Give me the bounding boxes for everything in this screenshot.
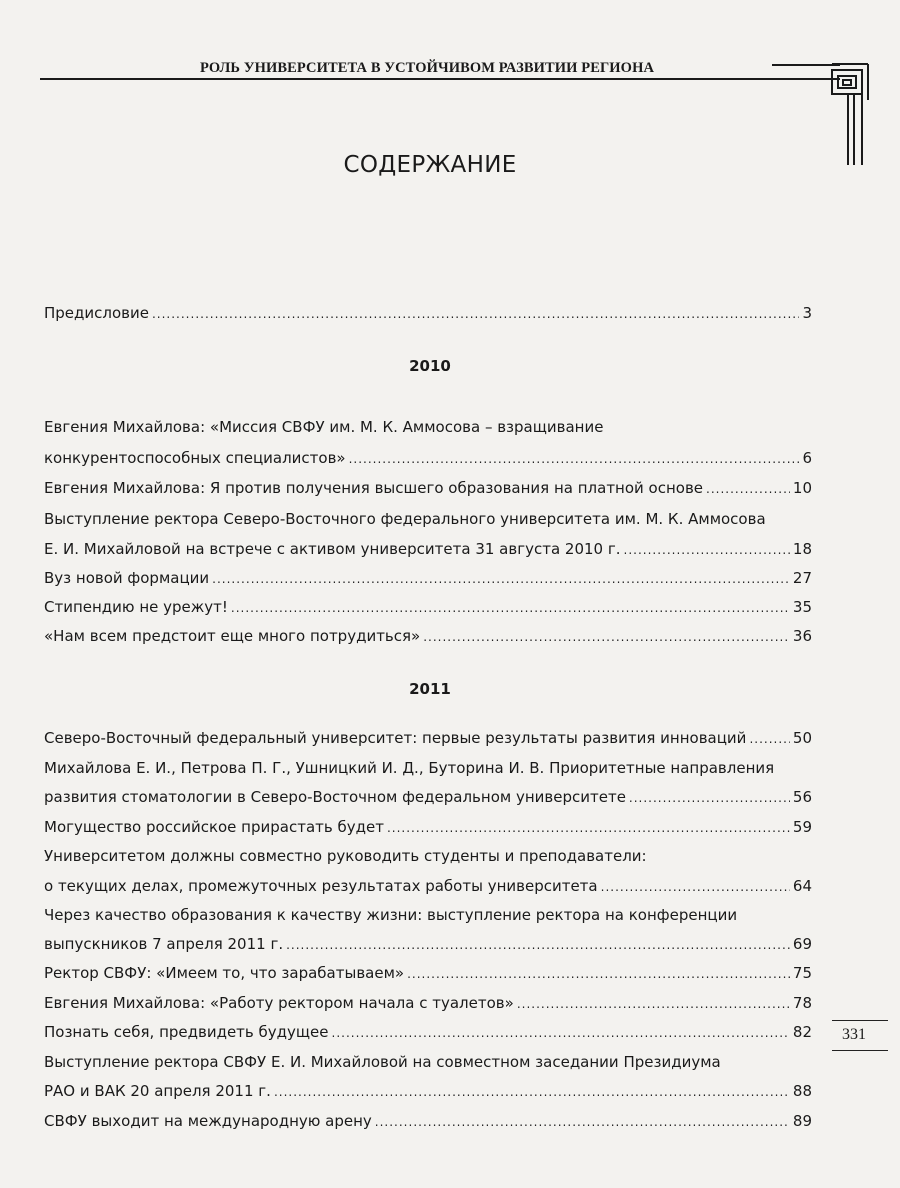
toc-entry-page: 89 (792, 1112, 812, 1130)
toc-entry (44, 1022, 812, 1043)
toc-entry (44, 568, 812, 589)
toc-title: СОДЕРЖАНИЕ (343, 152, 517, 178)
toc-entry-line: Выступление ректора СВФУ Е. И. Михайловой на совместном заседании Президиума (44, 1053, 721, 1071)
toc-entry-page: 88 (792, 1082, 812, 1100)
toc-entry (44, 597, 812, 618)
toc-entry-title: конкурентоспособных специалистов» (44, 449, 346, 467)
dot-leader (517, 994, 790, 1014)
toc-entry-page: 69 (792, 935, 812, 953)
dot-leader (375, 1112, 790, 1132)
toc-entry-page: 3 (802, 304, 812, 322)
toc-entry-title: Евгения Михайлова: «Работу ректором начала с туалетов» (44, 994, 514, 1012)
toc-entry (44, 817, 812, 838)
toc-entry-page: 35 (792, 598, 812, 616)
toc-entry-title: Предисловие (44, 304, 149, 322)
header-rule (40, 78, 840, 80)
toc-entry-title: развития стоматологии в Северо-Восточном федеральном университете (44, 788, 626, 806)
toc-entry-title: РАО и ВАК 20 апреля 2011 г. (44, 1082, 271, 1100)
toc-entry-line: Университетом должны совместно руководить студенты и преподаватели: (44, 847, 647, 865)
toc-entry-page: 18 (792, 540, 812, 558)
toc-entry (44, 728, 812, 749)
toc-entry (44, 1111, 812, 1132)
dot-leader (286, 935, 790, 955)
toc-entry-title: о текущих делах, промежуточных результатах работы университета (44, 877, 598, 895)
toc-entry-page: 56 (792, 788, 812, 806)
toc-entry-page: 6 (802, 449, 812, 467)
toc-entry-title: Познать себя, предвидеть будущее (44, 1023, 329, 1041)
toc-entry (44, 876, 812, 897)
toc-entry-title: Северо-Восточный федеральный университет: первые результаты развития инноваций (44, 729, 747, 747)
dot-leader (407, 964, 790, 984)
toc-entry-page: 82 (792, 1023, 812, 1041)
toc-entry (44, 448, 812, 469)
dot-leader (624, 540, 790, 560)
folio-rule-bottom (832, 1050, 888, 1051)
dot-leader (152, 304, 799, 324)
toc-entry (44, 478, 812, 499)
toc-entry (44, 993, 812, 1014)
dot-leader (349, 449, 800, 469)
toc-entry (44, 1081, 812, 1102)
toc-entry-title: Вуз новой формации (44, 569, 210, 587)
dot-leader (332, 1023, 790, 1043)
section-year-2011: 2011 (409, 680, 451, 698)
dot-leader (706, 479, 790, 499)
toc-entry-title: «Нам всем предстоит еще много потрудиться» (44, 627, 421, 645)
running-head: РОЛЬ УНИВЕРСИТЕТА В УСТОЙЧИВОМ РАЗВИТИИ РЕГИОНА (200, 60, 655, 76)
toc-entry-title: Е. И. Михайловой на встрече с активом университета 31 августа 2010 г. (44, 540, 621, 558)
toc-entry (44, 934, 812, 955)
dot-leader (601, 877, 790, 897)
page-number: 331 (842, 1026, 866, 1043)
dot-leader (629, 788, 790, 808)
dot-leader (423, 627, 790, 647)
toc-entry-preface (44, 303, 812, 324)
toc-entry (44, 963, 812, 984)
toc-entry-page: 36 (792, 627, 812, 645)
toc-entry-title: СВФУ выходит на международную арену (44, 1112, 372, 1130)
toc-entry (44, 539, 812, 560)
toc-entry (44, 787, 812, 808)
toc-entry-line: Михайлова Е. И., Петрова П. Г., Ушницкий И. Д., Буторина И. В. Приоритетные направления (44, 759, 775, 777)
toc-entry-line: Выступление ректора Северо-Восточного федерального университета им. М. К. Аммосова (44, 510, 766, 528)
dot-leader (387, 818, 790, 838)
toc-entry-title: выпускников 7 апреля 2011 г. (44, 935, 284, 953)
folio-rule-top (832, 1020, 888, 1021)
toc-entry-page: 27 (792, 569, 812, 587)
toc-entry (44, 626, 812, 647)
toc-entry-title: Ректор СВФУ: «Имеем то, что зарабатываем» (44, 964, 405, 982)
dot-leader (274, 1082, 790, 1102)
toc-entry-page: 50 (792, 729, 812, 747)
toc-entry-page: 75 (792, 964, 812, 982)
toc-entry-page: 78 (792, 994, 812, 1012)
toc-entry-page: 10 (792, 479, 812, 497)
toc-entry-title: Евгения Михайлова: Я против получения высшего образования на платной основе (44, 479, 704, 497)
toc-entry-title: Могущество российское прирастать будет (44, 818, 384, 836)
toc-entry-line: Евгения Михайлова: «Миссия СВФУ им. М. К. Аммосова – взращивание (44, 418, 604, 436)
dot-leader (212, 569, 790, 589)
dot-leader (231, 598, 790, 618)
toc-entry-title: Стипендию не урежут! (44, 598, 228, 616)
dot-leader (749, 729, 789, 749)
section-year-2010: 2010 (409, 357, 451, 375)
toc-entry-page: 59 (792, 818, 812, 836)
toc-entry-line: Через качество образования к качеству жизни: выступление ректора на конференции (44, 906, 738, 924)
toc-entry-page: 64 (792, 877, 812, 895)
